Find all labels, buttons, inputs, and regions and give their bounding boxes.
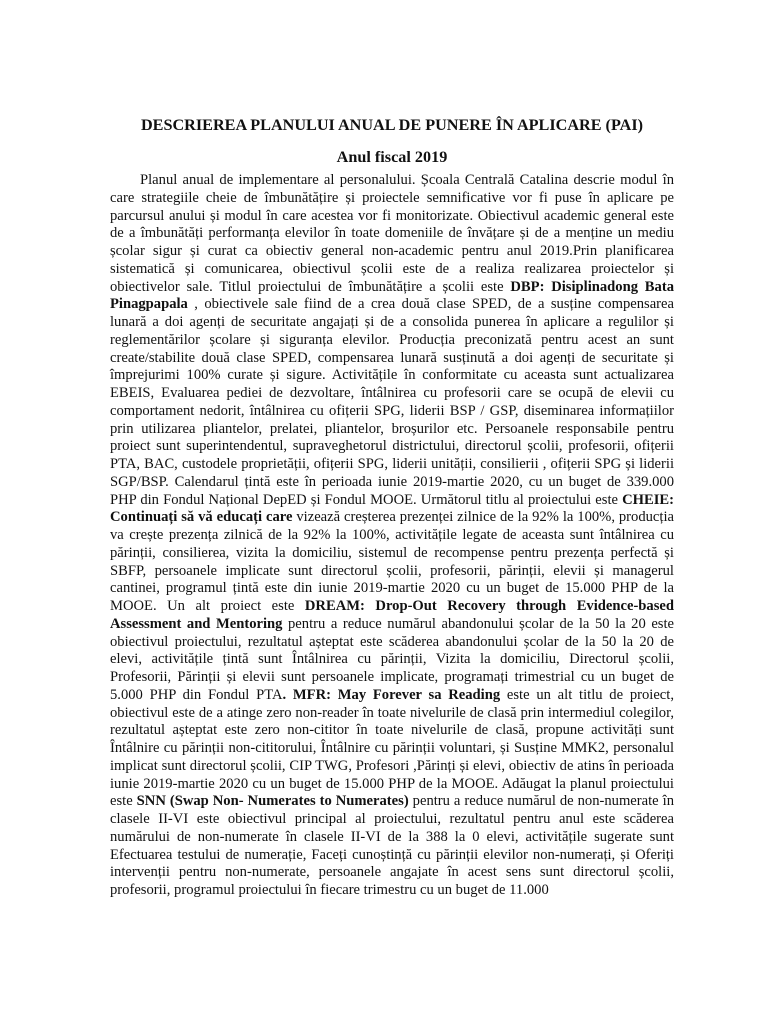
project-title-mfr: . MFR: May Forever sa Reading	[282, 686, 501, 703]
project-title-snn: SNN (Swap Non- Numerates to Numerates)	[136, 793, 409, 810]
text-run: este un alt titlu de proiect, obiectivul este de a atinge zero non-reader în toate nivelurile de clasă prin intermediul colegilor, rezultatul așteptat este zero non-cititor în toate nivelurile de clasă, propune activități sunt Întâlnire cu părinții non-cititorului, Întâlnire cu părinții voluntari, și Susține MMK2, personalul implicat sunt directorul școlii, CIP TWG, Profesori ,Părinți și elevi, obiectiv de atins în perioada iunie 2019-martie 2020 cu un buget de 15.000 PHP de la MOOE. Adăugat la planul proiectului este	[110, 686, 674, 810]
text-run: pentru a reduce numărul abandonului școlar de la 50 la 20 este obiectivul proiectului, rezultatul așteptat este scăderea abandonului școlar de la 50 la 20 de elevi, activitățile țintă sunt Întâlnirea cu părinții, Vizita la domiciliu, Directorul școlii, Profesorii, Părinții și elevii sunt persoanele implicate, programați trimestrial cu un buget de 5.000 PHP din Fondul PTA	[110, 615, 675, 703]
document-subtitle: Anul fiscal 2019	[336, 148, 448, 166]
text-run: Planul anual de implementare al personalului. Școala Centrală Catalina descrie modul în care strategiile cheie de îmbunătățire și proiectele semnificative vor fi puse în aplicare pe parcursul anului și modul în care acestea vor fi monitorizate. Obiectivul academic general este de a îmbunătăți performanța elevilor în toate domeniile de învățare și de a menține un mediu școlar sigur și curat ca obiectiv general non-academic pentru anul 2019.Prin planificarea sistematică și comunicarea, obiectivul școlii este de a realiza realizarea proiectelor și obiectivelor sale. Titlul proiectului de îmbunătățire a școlii este	[110, 172, 674, 295]
text-run: , obiectivele sale fiind de a crea două clase SPED, de a susține compensarea lunară a doi agenți de securitate angajați și de a consolida punerea în aplicare a regulilor și reglementărilor școlare și siguranța elevilor. Producția preconizată pentru acest an sunt create/stabilite două clase SPED, compensarea lunară susținută a doi agenți de securitate și împrejurimi 100% curate și sigure. Activitățile în conformitate cu aceasta sunt actualizarea EBEIS, Evaluarea pediei de dezvoltare, întâlnirea cu profesorii care se ocupă de elevii cu comportament nedorit, întâlnirea cu ofițerii SPG, liderii BSP / GSP, diseminarea informațiilor prin utilizarea pliantelor, prelatei, pliantelor, broșurilor etc. Persoanele responsabile pentru proiect sunt superintendentul, supraveghetorul districtului, directorul școlii, profesorii, ofițerii PTA, BAC, custodele proprietății, ofițerii SPG, liderii unității, consilierii , ofițerii SPG și liderii SGP/BSP. Calendarul țintă este în perioada iunie 2019-martie 2020, cu un buget de 339.000 PHP din Fondul Național DepED și Fondul MOOE. Următorul titlu al proiectului este	[110, 296, 674, 508]
document-title: DESCRIEREA PLANULUI ANUAL DE PUNERE ÎN APLICARE (PAI)	[140, 116, 644, 134]
text-run: vizează creșterea prezenței zilnice de la 92% la 100%, producția va crește prezența zilnică de la 92% la 100%, activitățile legate de aceasta sunt întâlnirea cu părinții, consilierea, vizita la domiciliu, sistemul de recompense pentru prezența perfectă și SBFP, persoanele implicate sunt directorul școlii, profesorii, părinții, elevii și managerul cantinei, programul țintă este din iunie 2019-martie 2020 cu un buget de 15.000 PHP de la MOOE. Un alt proiect este	[110, 509, 674, 614]
project-title-dream: DREAM: Drop-Out Recovery through Evidence-based Assessment and Mentoring	[110, 598, 674, 632]
body-paragraph	[110, 172, 674, 900]
text-run: pentru a reduce numărul de non-numerate în clasele II-VI este obiectivul principal al proiectului, rezultatul pentru anul este scăderea numărului de non-numerate în clasele II-VI de la 388 la 0 elevi, activitățile sugerate sunt Efectuarea testului de numerație, Faceți cunoștință cu părinții elevilor non-numerați, și Oferiți intervenții pentru non-numerate, persoanele angajate în acest sens sunt directorul școlii, profesorii, programul proiectului în fiecare trimestru cu un buget de 11.000	[110, 793, 674, 898]
project-title-dbp: DBP: Disiplinadong Bata Pinagpapala	[110, 278, 674, 313]
document-page	[110, 114, 674, 900]
project-title-cheie: CHEIE: Continuați să vă educați care	[110, 491, 674, 526]
